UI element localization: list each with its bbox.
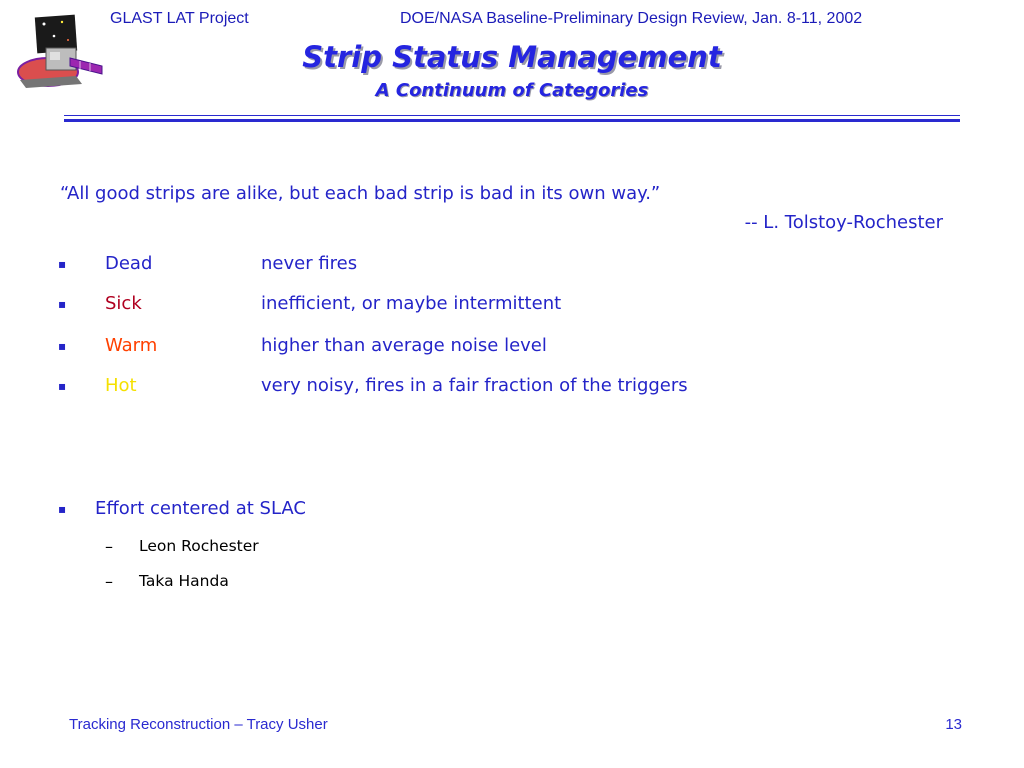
category-name: Sick xyxy=(105,293,142,314)
header-project-name: GLAST LAT Project xyxy=(110,10,249,27)
quote-text: “All good strips are alike, but each bad strip is bad in its own way.” xyxy=(60,183,661,204)
category-name: Hot xyxy=(105,375,137,396)
category-description: very noisy, fires in a fair fraction of the triggers xyxy=(261,375,688,396)
header-review-title: DOE/NASA Baseline-Preliminary Design Review, Jan. 8-11, 2002 xyxy=(400,10,863,27)
category-name: Dead xyxy=(105,253,153,274)
square-bullet-icon: ▪ xyxy=(58,379,67,393)
title-divider-thin xyxy=(64,115,960,116)
dash-bullet-icon: – xyxy=(105,537,113,556)
quote-attribution: -- L. Tolstoy-Rochester xyxy=(744,212,943,233)
category-description: higher than average noise level xyxy=(261,335,547,356)
square-bullet-icon: ▪ xyxy=(58,502,67,516)
dash-bullet-icon: – xyxy=(105,572,113,591)
slide-subtitle: A Continuum of Categories xyxy=(375,80,649,101)
square-bullet-icon: ▪ xyxy=(58,297,67,311)
category-description: never fires xyxy=(261,253,358,274)
category-description: inefficient, or maybe intermittent xyxy=(261,293,562,314)
slide-title: Strip Status Management xyxy=(302,40,722,74)
square-bullet-icon: ▪ xyxy=(58,339,67,353)
category-name: Warm xyxy=(105,335,158,356)
square-bullet-icon: ▪ xyxy=(58,257,67,271)
effort-heading: Effort centered at SLAC xyxy=(95,498,306,519)
person-name: Leon Rochester xyxy=(139,537,259,555)
page-number: 13 xyxy=(945,716,962,733)
title-divider-thick xyxy=(64,119,960,122)
footer-presenter: Tracking Reconstruction – Tracy Usher xyxy=(69,716,328,733)
person-name: Taka Handa xyxy=(139,572,229,590)
